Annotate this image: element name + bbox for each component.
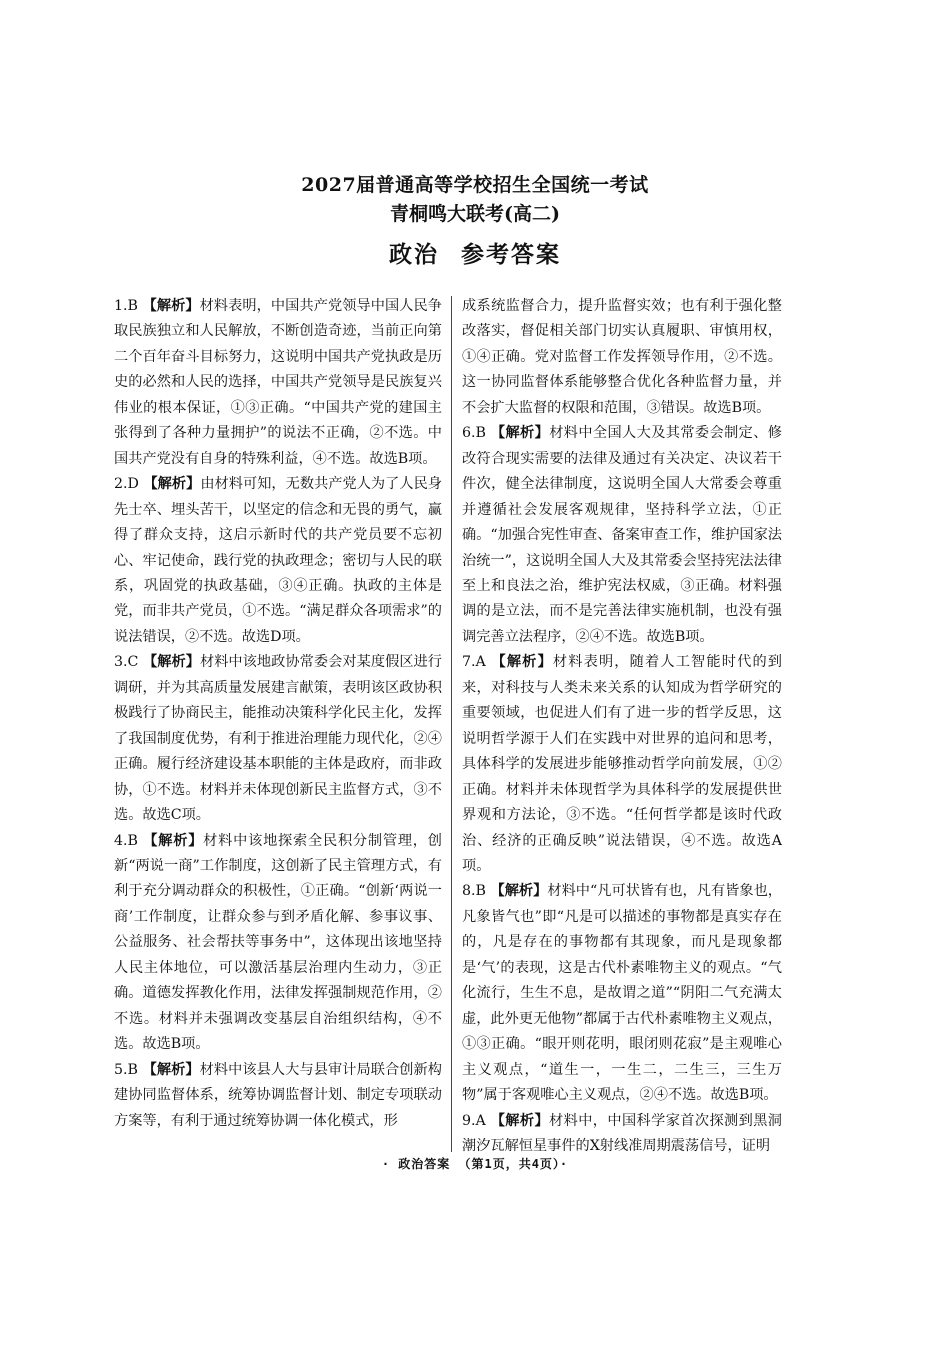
item-text: 材料中该地政协常委会对某度假区进行调研，并为其高质量发展建言献策，表明该区政协积极践行了协商民主，能推动决策科学化民主化，发挥了我国制度优势，有利于推进治理能力现代化，②④正确。履行经济建设基本职能的主体是政府，而非政协，①不选。材料并未体现创新民主监督方式，③不选。故选C项。 (114, 654, 442, 824)
item-number: 7.A (462, 654, 486, 671)
item-number: 8.B (462, 883, 486, 900)
item-text: 材料表明，随着人工智能时代的到来，对科技与人类未来关系的认知成为哲学研究的重要领域，也促进人们有了进一步的哲学反思，这说明哲学源于人们在实践中对世界的追问和思考，具体科学的发展进步能够推动哲学向前发展，①②正确。材料并未体现哲学为具体科学的发展提供世界观和方法论，③不选。“任何哲学都是该时代政治、经济的正确反映”说法错误，④不选。故选A项。 (462, 654, 782, 874)
exam-title: 2027届普通高等学校招生全国统一考试 (301, 174, 649, 196)
item-text: 成系统监督合力，提升监督实效；也有利于强化整改落实，督促相关部门切实认真履职、审慎用权，①④正确。党对监督工作发挥领导作用，②不选。这一协同监督体系能够整合优化各种监督力量，并不会扩大监督的权限和范围，③错误。故选B项。 (462, 298, 782, 416)
item-text: 材料中全国人大及其常委会制定、修改符合现实需要的法律及通过有关决定、决议若干件次，健全法律制度，这说明全国人大常委会尊重并遵循社会发展客观规律，坚持科学立法，①正确。“加强合宪性审查、备案审查工作，维护国家法治统一”，这说明全国人大及其常委会坚持宪法法律至上和良法之治，维护宪法权威，③正确。材料强调的是立法，而不是完善法律实施机制，也没有强调完善立法程序，②④不选。故选B项。 (462, 425, 782, 645)
answer-item (114, 294, 442, 472)
answer-item (114, 1058, 442, 1134)
item-number: 4.B (114, 832, 138, 849)
item-number: 6.B (462, 425, 486, 442)
item-text: 材料表明，中国共产党领导中国人民争取民族独立和人民解放，不断创造奇迹，当前正向第二个百年奋斗目标努力，这说明中国共产党执政是历史的必然和人民的选择，中国共产党领导是民族复兴伟业的根本保证，①③正确。“中国共产党的建国主张得到了各种力量拥护”的说法不正确，②不选。中国共产党没有自身的特殊利益，④不选。故选B项。 (114, 298, 442, 467)
column-divider (451, 296, 452, 1152)
item-text: 由材料可知，无数共产党人为了人民身先士卒、埋头苦干，以坚定的信念和无畏的勇气，赢得了群众支持，这启示新时代的共产党员要不忘初心、牢记使命，践行党的执政理念；密切与人民的联系，巩固党的执政基础，③④正确。执政的主体是党，而非共产党员，①不选。“满足群众各项需求”的说法错误，②不选。故选D项。 (114, 476, 442, 645)
item-number: 1.B (114, 298, 138, 314)
answer-title: 参考答案 (461, 241, 561, 268)
analysis-label: 【解析】 (490, 425, 550, 442)
item-text: 材料中“凡可状皆有也，凡有皆象也，凡象皆气也”即“凡是可以描述的事物都是真实存在的，凡是存在的事物都有其现象，而凡是现象都是‘气’的表现，这是古代朴素唯物主义的观点。“气化流行，生生不息，是故谓之道”“阴阳二气充满太虚，此外更无他物”都属于古代朴素唯物主义观点，①③正确。“眼开则花明，眼闭则花寂”是主观唯心主义观点，“道生一，一生二，二生三，三生万物”属于客观唯心主义观点，②④不选。故选B项。 (462, 883, 782, 1104)
answer-item (462, 421, 782, 650)
item-number: 5.B (114, 1061, 138, 1078)
analysis-label: 【解析】 (142, 654, 200, 671)
analysis-label: 【解析】 (143, 476, 201, 493)
analysis-label: 【解析】 (143, 832, 204, 849)
exam-subtitle: 青桐鸣大联考(高二) (390, 203, 560, 225)
answer-item (114, 829, 442, 1058)
analysis-label: 【解析】 (491, 654, 553, 671)
analysis-label: 【解析】 (490, 883, 548, 900)
analysis-label: 【解析】 (142, 1061, 200, 1078)
page-footer: · 政治答案 （第1页，共4页）· (381, 1157, 569, 1171)
answer-item (114, 650, 442, 828)
answer-item-continued (462, 294, 782, 421)
answer-item (462, 1109, 782, 1160)
analysis-label: 【解析】 (490, 1112, 550, 1129)
answer-item (462, 879, 782, 1108)
item-number: 2.D (114, 476, 139, 493)
left-column (114, 294, 442, 1134)
answer-item (462, 650, 782, 879)
item-number: 3.C (114, 654, 139, 671)
right-column (462, 294, 782, 1159)
item-number: 9.A (462, 1112, 486, 1129)
answer-item (114, 472, 442, 650)
item-text: 材料中，中国科学家首次探测到黑洞潮汐瓦解恒星事件的X射线准周期震荡信号，证明 (462, 1112, 782, 1154)
page-title (0, 236, 950, 269)
item-text: 材料中该地探索全民积分制管理，创新“两说一商”工作制度，这创新了民主管理方式，有利于充分调动群众的积极性，①正确。“创新‘两说一商’工作制度，让群众参与到矛盾化解、参事议事、公益服务、社会帮扶等事务中”，这体现出该地坚持人民主体地位，可以激活基层治理内生动力，③正确。道德发挥教化作用，法律发挥强制规范作用，②不选。材料并未强调改变基层自治组织结构，④不选。故选B项。 (114, 832, 442, 1053)
item-text: 材料中该县人大与县审计局联合创新构建协同监督体系，统筹协调监督计划、制定专项联动方案等，有利于通过统筹协调一体化模式，形 (114, 1061, 442, 1129)
subject-label: 政治 (389, 241, 439, 268)
analysis-label: 【解析】 (142, 298, 200, 314)
